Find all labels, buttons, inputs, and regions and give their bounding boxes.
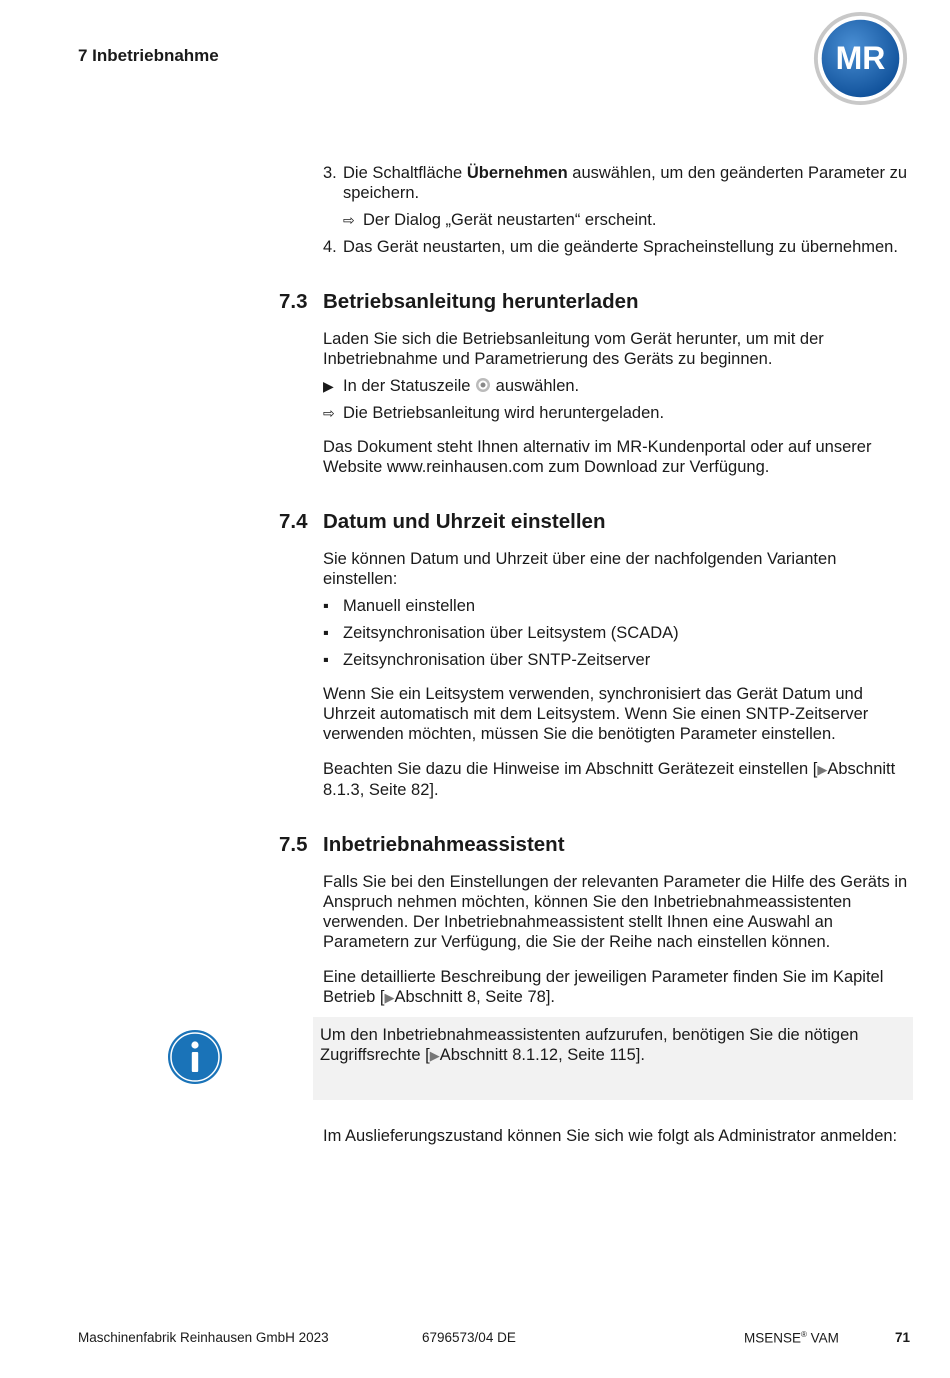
xref-arrow-icon: ▶ — [817, 762, 828, 777]
list-item-step-4: 4. Das Gerät neustarten, um die geänderte Spracheinstellung zu übernehmen. — [323, 238, 898, 256]
info-icon — [167, 1029, 223, 1085]
section-link[interactable]: Abschnitt 8.1.12, Seite 115 — [439, 1046, 636, 1064]
section-link[interactable]: Abschnitt 8, Seite 78 — [394, 988, 546, 1006]
section-heading-7-3: 7.3 Betriebsanleitung herunterladen — [279, 290, 639, 313]
step-number: 4. — [323, 238, 337, 256]
action-triangle-icon: ▶ — [323, 378, 334, 394]
page-number: 71 — [895, 1330, 911, 1345]
svg-text:MR: MR — [835, 40, 886, 77]
step-number: 3. — [323, 164, 337, 182]
list-item-step-3: 3. Die Schaltfläche Übernehmen auswählen, um den geänderten Parameter zu speichern. — [323, 164, 908, 202]
paragraph-with-reference: Beachten Sie dazu die Hinweise im Abschnitt Gerätezeit einstellen [▶Abschnitt 8.1.3, Seite 82]. — [323, 760, 896, 799]
paragraph: Wenn Sie ein Leitsystem verwenden, synchronisiert das Gerät Datum und Uhrzeit automatisch mit dem Leitsystem. Wenn Sie einen SNTP-Zeitserver verwenden möchten, müssen Sie die benötigten Parameter einstellen. — [323, 685, 869, 743]
mr-logo — [812, 10, 909, 107]
list-item: ▪ Zeitsynchronisation über SNTP-Zeitserver — [323, 651, 651, 669]
result-download: ⇨ Die Betriebsanleitung wird heruntergeladen. — [323, 404, 665, 422]
footer-document-number: 6796573/04 DE — [422, 1330, 516, 1345]
result-arrow-icon: ⇨ — [343, 212, 355, 228]
chapter-header: 7 Inbetriebnahme — [78, 46, 219, 65]
paragraph: Laden Sie sich die Betriebsanleitung vom Gerät herunter, um mit der Inbetriebnahme und Parametrierung des Geräts zu beginnen. — [323, 330, 824, 368]
section-link[interactable]: Abschnitt 8.1.3, Seite 82 — [323, 760, 896, 799]
action-step: ▶ In der Statuszeile auswählen. — [323, 377, 580, 395]
info-note: Um den Inbetriebnahmeassistenten aufzurufen, benötigen Sie die nötigen Zugriffsrechte [▶Abschnitt 8.1.12, Seite 115]. — [313, 1017, 913, 1100]
download-manual-icon — [475, 377, 491, 393]
footer-company: Maschinenfabrik Reinhausen GmbH 2023 — [78, 1330, 329, 1345]
paragraph: Sie können Datum und Uhrzeit über eine der nachfolgenden Varianten einstellen: — [323, 550, 837, 588]
list-item: ▪ Zeitsynchronisation über Leitsystem (SCADA) — [323, 624, 679, 642]
paragraph: Im Auslieferungszustand können Sie sich wie folgt als Administrator anmelden: — [323, 1127, 898, 1145]
result-arrow-icon: ⇨ — [323, 405, 335, 421]
section-heading-7-5: 7.5 Inbetriebnahmeassistent — [279, 833, 565, 856]
xref-arrow-icon: ▶ — [384, 990, 395, 1005]
footer-product: MSENSE® VAM — [744, 1330, 839, 1346]
result-step-3: ⇨ Der Dialog „Gerät neustarten“ erscheint. — [343, 211, 657, 229]
list-item: ▪ Manuell einstellen — [323, 597, 476, 615]
button-reference: Übernehmen — [466, 164, 568, 182]
xref-arrow-icon: ▶ — [429, 1048, 440, 1063]
paragraph: Das Dokument steht Ihnen alternativ im MR-Kundenportal oder auf unserer Website www.reinhausen.com zum Download zur Verfügung. — [323, 438, 872, 476]
page-content — [279, 163, 913, 1161]
section-heading-7-4: 7.4 Datum und Uhrzeit einstellen — [279, 510, 606, 533]
paragraph: Falls Sie bei den Einstellungen der relevanten Parameter die Hilfe des Geräts in Anspruch nehmen möchten, können Sie den Inbetriebnahmeassistenten verwenden. Der Inbetriebnahmeassistent stellt Ihnen eine Auswahl an Parametern zur Verfügung, die Sie der Reihe nach einstellen können. — [323, 873, 908, 951]
paragraph-with-reference: Eine detaillierte Beschreibung der jeweiligen Parameter finden Sie im Kapitel Betrieb [▶Abschnitt 8, Seite 78]. — [323, 968, 884, 1006]
